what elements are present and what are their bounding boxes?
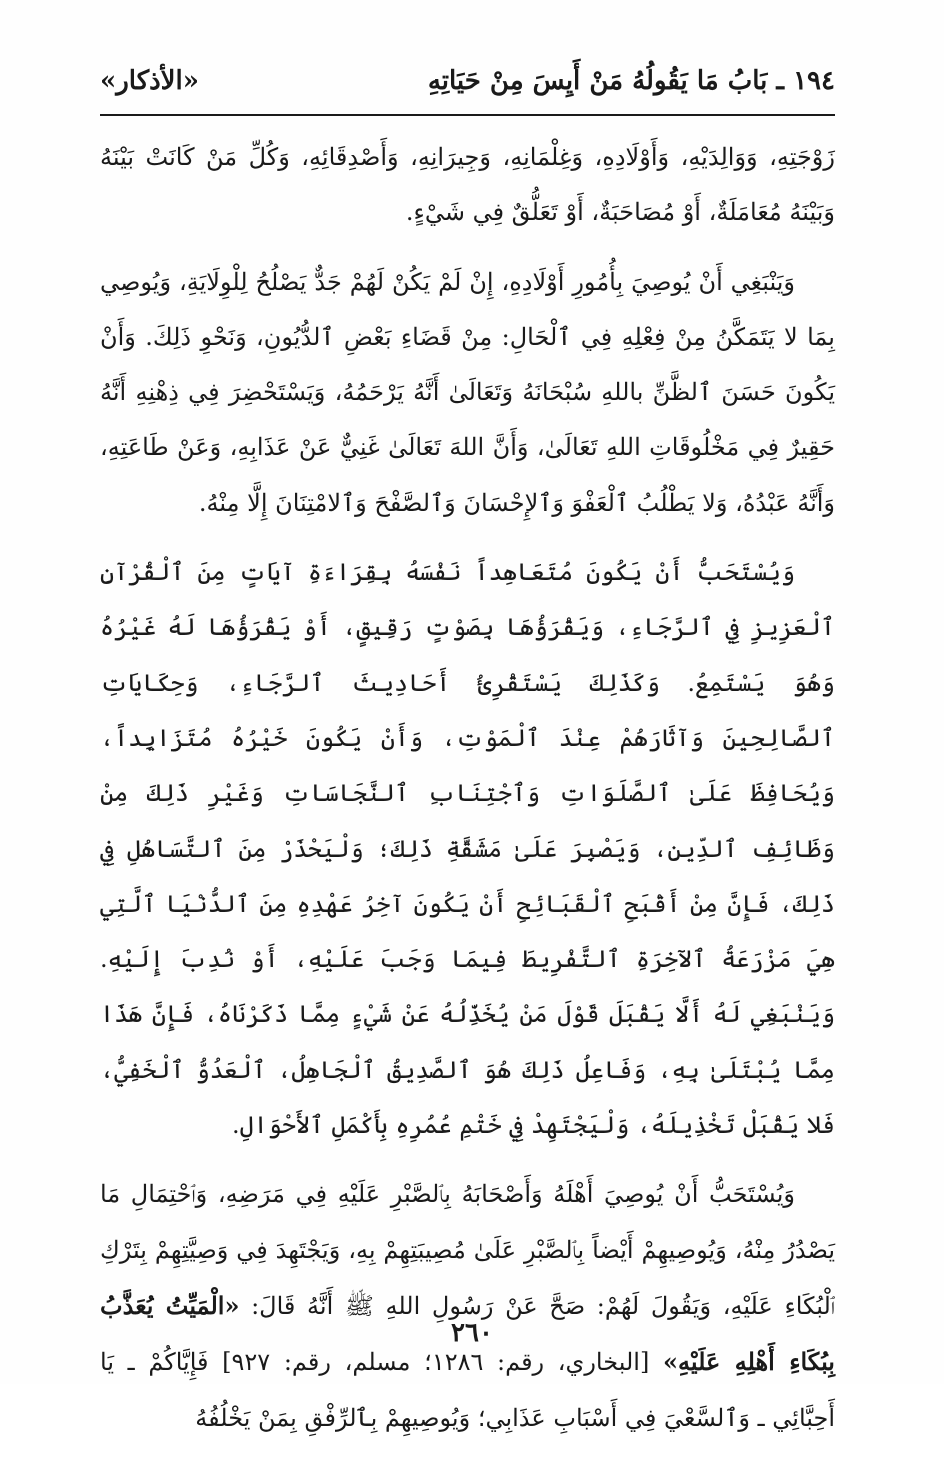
page-body [100,130,835,1460]
running-header [100,62,835,106]
paragraph-4 [100,1167,835,1445]
hadith-quote: «الْمَيِّتُ يُعَذَّبُ بِبُكَاءِ أَهْلِهِ عَلَيْهِ» [100,1290,835,1377]
paragraph-2: وَيَنْبَغِي أَنْ يُوصِيَ بِأُمُورِ أَوْلَادِهِ، إِنْ لَمْ يَكُنْ لَهُمْ جَدٌّ يَصْلُحُ لِلْوِلَايَةِ، وَيُوصِي بِمَا لا يَتَمَكَّنُ مِنْ فِعْلِهِ فِي ٱلْحَالِ: مِنْ قَضَاءِ بَعْضِ ٱلدُّيُونِ، وَنَحْوِ ذَلِكَ. وَأَنْ يَكُونَ حَسَنَ ٱلظَّنِّ باللهِ سُبْحَانَهُ وَتَعَالَىٰ أَنَّهُ يَرْحَمُهُ، وَيَسْتَحْضِرَ فِي ذِهْنِهِ أَنَّهُ حَقِيرٌ فِي مَخْلُوقَاتِ اللهِ تَعَالَىٰ، وَأَنَّ اللهَ تَعَالَىٰ غَنِيٌّ عَنْ عَذَابِهِ، وَعَنْ طَاعَتِهِ، وَأَنَّهُ عَبْدُهُ، وَلا يَطْلُبُ ٱلْعَفْوَ وَٱلإِحْسَانَ وَٱلصَّفْحَ وَٱلامْتِنَانَ إِلَّا مِنْهُ. [100,267,835,517]
paragraph-3: وَيُسْتَحَبُّ أَنْ يَكُونَ مُتَعَاهِداً نَفْسَهُ بِقِرَاءَةِ آيَاتٍ مِنَ ٱلْقُرْآنِ ٱلْعَزِيزِ فِي ٱلرَّجَاءِ، وَيَقْرَؤُهَا بِصَوْتٍ رَقِيقٍ، أَوْ يَقْرَؤُهَا لَهُ غَيْرُهُ وَهُوَ يَسْتَمِعُ. وَكَذَلِكَ يَسْتَقْرِئُ أَحَادِيثَ ٱلرَّجَاءِ، وَحِكَايَاتِ ٱلصَّالِحِينَ وَآثَارَهُمْ عِنْدَ ٱلْمَوْتِ، وَأَنْ يَكُونَ خَيْرُهُ مُتَزَايِداً، وَيُحَافِظَ عَلَىٰ ٱلصَّلَوَاتِ وَٱجْتِنَابِ ٱلنَّجَاسَاتِ وَغَيْرِ ذَلِكَ مِنْ وَظَائِفِ ٱلدِّينِ، وَيَصْبِرَ عَلَىٰ مَشَقَّةِ ذَلِكَ؛ وَلْيَحْذَرْ مِنَ ٱلتَّسَاهُلِ فِي ذَلِكَ، فَإِنَّ مِنْ أَقْبَحِ ٱلْقَبَائِحِ أَنْ يَكُونَ آخِرُ عَهْدِهِ مِنَ ٱلدُّنْيَا ٱلَّتِي هِيَ مَزْرَعَةُ ٱلآخِرَةِ ٱلتَّفْرِيطَ فِيمَا وَجَبَ عَلَيْهِ، أَوْ نُدِبَ إِلَيْهِ. وَيَنْبَغِي لَهُ أَلَّا يَقْبَلَ قَوْلَ مَنْ يُخَذِّلُهُ عَنْ شَيْءٍ مِمَّا ذَكَرْنَاهُ، فَإِنَّ هَذَا مِمَّا يُبْتَلَىٰ بِهِ، وَفَاعِلُ ذَلِكَ هُوَ ٱلصَّدِيقُ ٱلْجَاهِلُ، ٱلْعَدُوُّ ٱلْخَفِيُّ، فَلا يَقْبَلْ تَخْذِيلَهُ، وَلْيَجْتَهِدْ فِي خَتْمِ عُمُرِهِ بِأَكْمَلِ ٱلأَحْوَالِ. [100,558,835,1140]
header-divider [100,114,835,116]
book-title: «الأذكار» [100,66,199,96]
paragraph-4-end: [البخاري، رقم: ١٢٨٦؛ مسلم، رقم: ٩٢٧] فَإِيَّاكُمْ ـ يَا أَحِبَّائِي ـ وَٱلسَّعْيَ فِي أَسْبَابِ عَذَابِي؛ وَيُوصِيهِمْ بِٱلرِّفْقِ بِمَنْ يَخْلُفُهُ [100,1348,835,1432]
chapter-title: ١٩٤ ـ بَابُ مَا يَقُولُهُ مَنْ أَيِسَ مِنْ حَيَاتِهِ [427,66,835,96]
paragraph-1: زَوْجَتِهِ، وَوَالِدَيْهِ، وَأَوْلَادِهِ، وَغِلْمَانِهِ، وَجِيرَانِهِ، وَأَصْدِقَائِهِ، وَكُلِّ مَنْ كَانَتْ بَيْنَهُ وَبَيْنَهُ مُعَامَلَةٌ، أَوْ مُصَاحَبَةٌ، أَوْ تَعَلُّقٌ فِي شَيْءٍ. [100,143,835,227]
page-number: ٢٦٠ [451,1318,493,1348]
paragraph-4-start: وَيُسْتَحَبُّ أَنْ يُوصِيَ أَهْلَهُ وَأَصْحَابَهُ بِٱلصَّبْرِ عَلَيْهِ فِي مَرَضِهِ، وَٱحْتِمَالِ مَا يَصْدُرُ مِنْهُ، وَيُوصِيهِمْ أَيْضاً بِٱلصَّبْرِ عَلَىٰ مُصِيبَتِهِمْ بِهِ، وَيَجْتَهِدَ فِي وَصِيَّتِهِمْ بِتَرْكِ ٱلْبُكَاءِ عَلَيْهِ، وَيَقُولَ لَهُمْ: صَحَّ عَنْ رَسُولِ اللهِ ﷺ أَنَّهُ قَالَ: [100,1180,835,1320]
